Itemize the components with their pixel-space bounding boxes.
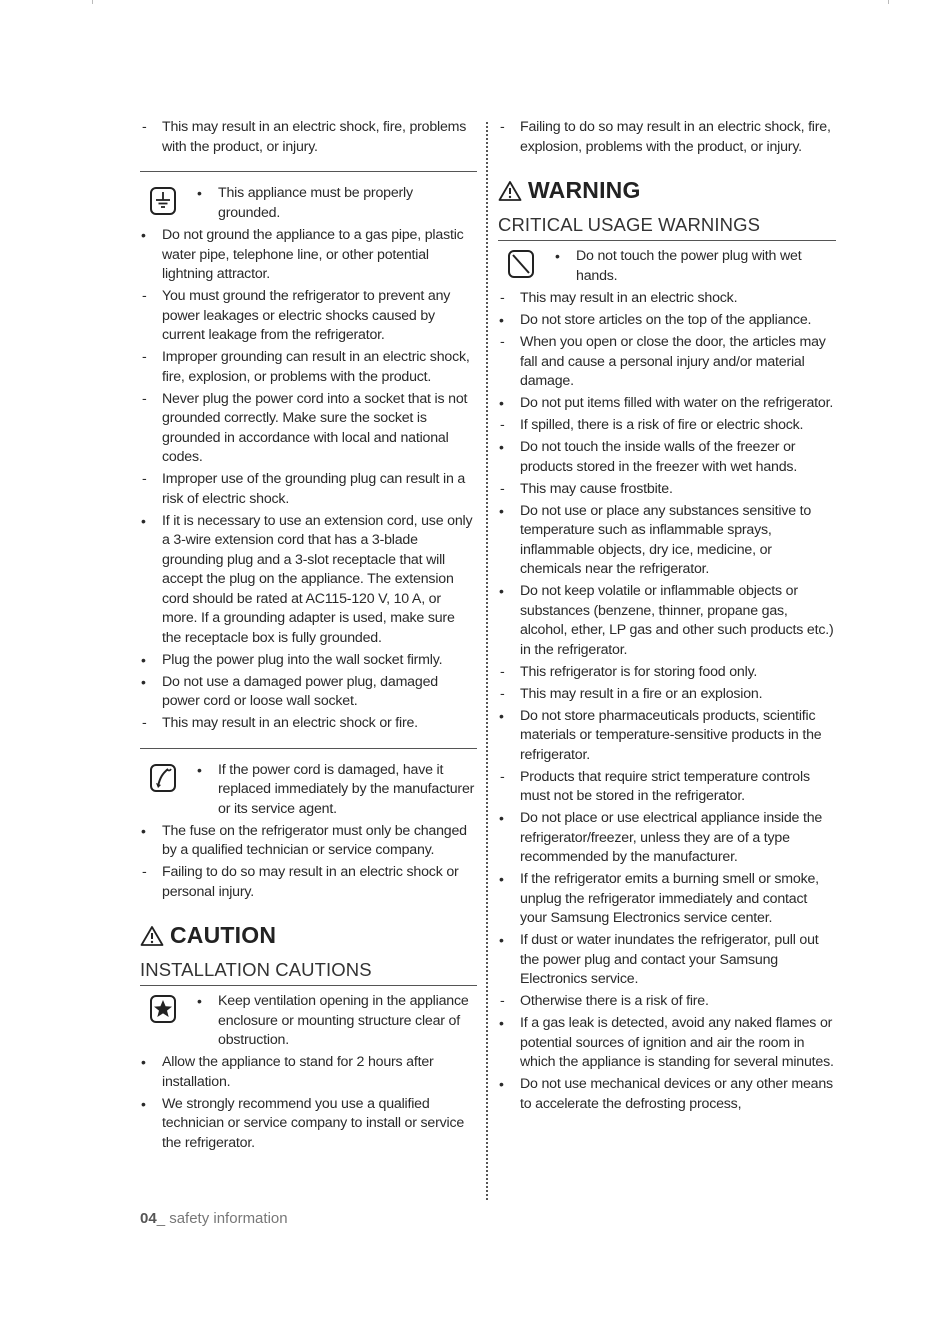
warning-triangle-icon xyxy=(498,180,522,202)
dash-item: Improper use of the grounding plug can result in a risk of electric shock. xyxy=(162,471,466,507)
bullet-item: Plug the power plug into the wall socket firmly. xyxy=(162,651,443,668)
footer-section-label: _ safety information xyxy=(156,1210,288,1227)
page-footer xyxy=(140,1210,288,1227)
power-cord-items xyxy=(140,822,477,903)
grounding-items xyxy=(140,226,477,734)
column-divider xyxy=(486,122,488,1200)
bullet-item: Allow the appliance to stand for 2 hours after installation. xyxy=(162,1054,434,1090)
right-top-items xyxy=(498,118,836,157)
bullet-item: Do not ground the appliance to a gas pipe, plastic water pipe, telephone line, or other potential lightning attractor. xyxy=(162,227,464,282)
list-item: Do not touch the power plug with wet hands. xyxy=(576,248,802,284)
prohibited-icon xyxy=(508,250,534,278)
bullet-item: Do not keep volatile or inflammable objects or substances (benzene, thinner, propane gas, alcohol, ether, LP gas and other such products etc.) in the refrigerator. xyxy=(520,583,834,658)
wet-hands-notice xyxy=(498,247,836,289)
grounding-icon xyxy=(150,187,176,215)
power-cord-icon xyxy=(150,764,176,792)
dash-item: When you open or close the door, the articles may fall and cause a personal injury and/or material damage. xyxy=(520,334,826,389)
dash-item: This may result in an electric shock. xyxy=(520,290,738,306)
warning-heading: WARNING xyxy=(498,177,836,204)
dash-item: Otherwise there is a risk of fire. xyxy=(520,993,709,1009)
list-item: If the power cord is damaged, have it replaced immediately by the manufacturer or its service agent. xyxy=(218,761,475,817)
bullet-item: Do not touch the inside walls of the freezer or products stored in the freezer with wet hands. xyxy=(520,439,798,475)
dash-item: Improper grounding can result in an electric shock, fire, explosion, or problems with the product. xyxy=(162,349,470,385)
installation-items xyxy=(140,1053,477,1153)
ventilation-notice xyxy=(140,992,477,1051)
bullet-item: Do not store articles on the top of the appliance. xyxy=(520,312,812,328)
bullet-item: Do not use or place any substances sensitive to temperature such as inflammable sprays, inflammable objects, dry ice, medicine, or chemicals near the refrigerator. xyxy=(520,502,812,577)
dash-item: This may result in an electric shock or fire. xyxy=(162,715,418,731)
dash-item: This refrigerator is for storing food only. xyxy=(520,663,758,680)
caution-heading: CAUTION xyxy=(140,922,477,949)
dash-item: This may result in an electric shock, fire, problems with the product, or injury. xyxy=(162,119,467,155)
power-cord-notice xyxy=(140,761,477,820)
bullet-item: Do not use mechanical devices or any other means to accelerate the defrosting process, xyxy=(520,1076,833,1112)
bullet-item: If a gas leak is detected, avoid any naked flames or potential sources of ignition and air the room in which the appliance is standing for several minutes. xyxy=(520,1015,834,1070)
bullet-item: We strongly recommend you use a qualified technician or service company to install or service the refrigerator. xyxy=(162,1095,465,1151)
right-column xyxy=(498,118,836,1117)
star-icon xyxy=(150,995,176,1023)
bullet-item: Do not put items filled with water on the refrigerator. xyxy=(520,395,834,411)
left-column xyxy=(140,118,477,1156)
bullet-item: If it is necessary to use an extension cord, use only a 3-wire extension cord that has a 3-blade grounding plug and a 3-slot receptacle that will accept the plug on the appliance. The extension cord should be rated at AC115-120 V, 10 A, or more. If a grounding adapter is used, make sure the receptacle box is fully grounded. xyxy=(162,512,473,646)
bullet-item: If dust or water inundates the refrigerator, pull out the power plug and contact your Samsung Electronics service. xyxy=(520,932,819,987)
section-separator xyxy=(140,748,477,749)
scan-mark-right xyxy=(888,0,889,4)
scan-mark-left xyxy=(92,0,93,4)
left-top-items xyxy=(140,118,477,157)
section-separator xyxy=(140,171,477,172)
grounding-notice xyxy=(140,184,477,226)
dash-item: If spilled, there is a risk of fire or electric shock. xyxy=(520,417,804,433)
dash-item: Products that require strict temperature controls must not be stored in the refrigerator. xyxy=(520,768,810,804)
usage-items xyxy=(498,289,836,1114)
bullet-item: If the refrigerator emits a burning smell or smoke, unplug the refrigerator immediately and contact your Samsung Electronics service center. xyxy=(520,871,819,926)
list-item: Keep ventilation opening in the appliance enclosure or mounting structure clear of obstruction. xyxy=(218,993,469,1048)
caution-triangle-icon xyxy=(140,925,164,947)
page-number: 04 xyxy=(140,1210,157,1227)
dash-item: Never plug the power cord into a socket that is not grounded correctly. Make sure the socket is grounded in accordance with local and national codes. xyxy=(162,390,468,465)
dash-item: This may result in a fire or an explosion. xyxy=(520,685,763,702)
bullet-item: Do not store pharmaceuticals products, scientific materials or temperature-sensitive products in the refrigerator. xyxy=(520,707,822,763)
dash-item: This may cause frostbite. xyxy=(520,480,673,497)
dash-item: You must ground the refrigerator to prevent any power leakages or electric shocks caused by current leakage from the refrigerator. xyxy=(162,288,451,343)
bullet-item: Do not place or use electrical appliance inside the refrigerator/freezer, unless they are of a type recommended by the manufacturer. xyxy=(520,810,823,865)
critical-usage-heading: CRITICAL USAGE WARNINGS xyxy=(498,214,836,241)
list-item: This appliance must be properly grounded. xyxy=(218,185,413,221)
dash-item: Failing to do so may result in an electric shock, fire, explosion, problems with the product, or injury. xyxy=(520,119,831,155)
bullet-item: The fuse on the refrigerator must only be changed by a qualified technician or service company. xyxy=(162,822,467,858)
installation-cautions-heading: INSTALLATION CAUTIONS xyxy=(140,959,477,986)
dash-item: Failing to do so may result in an electric shock or personal injury. xyxy=(162,864,459,900)
bullet-item: Do not use a damaged power plug, damaged power cord or loose wall socket. xyxy=(162,673,438,709)
